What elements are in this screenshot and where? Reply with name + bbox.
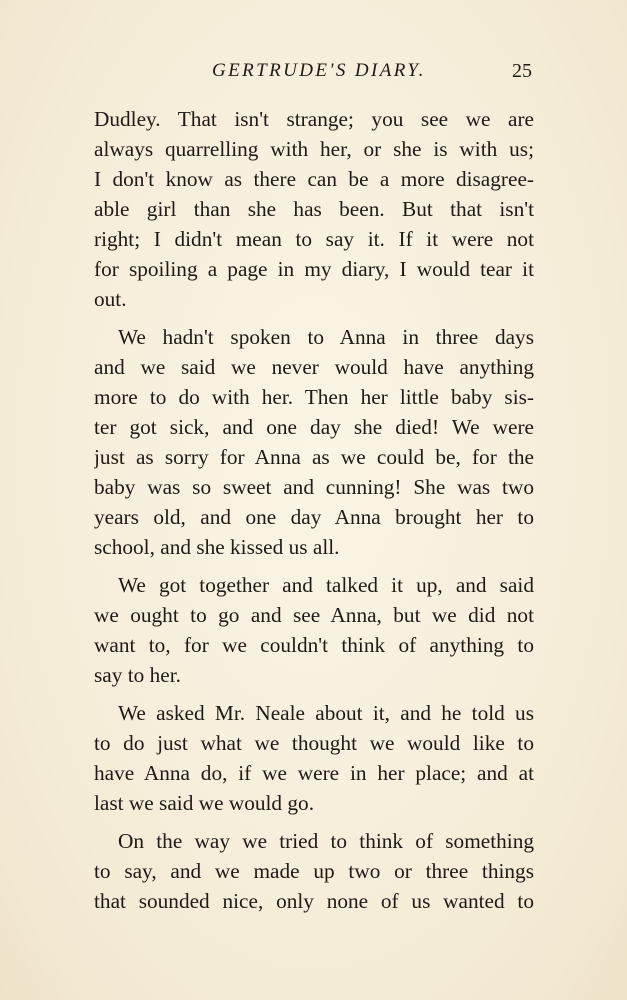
text-line: ter got sick, and one day she died! We were [94, 415, 534, 439]
text-line: out. [94, 287, 127, 311]
text-line: school, and she kissed us all. [94, 535, 340, 559]
running-head [0, 60, 627, 86]
text-line: On the way we tried to think of something [118, 829, 534, 853]
text-line: to say, and we made up two or three things [94, 859, 534, 883]
text-line: We hadn't spoken to Anna in three days [118, 325, 534, 349]
text-line: to do just what we thought we would like to [94, 731, 534, 755]
text-line: Dudley. That isn't strange; you see we are [94, 107, 534, 131]
text-line: right; I didn't mean to say it. If it were not [94, 227, 534, 251]
text-line: and we said we never would have anything [94, 355, 534, 379]
running-head-title: GERTRUDE'S DIARY. [212, 60, 426, 81]
text-line: say to her. [94, 663, 181, 687]
text-line: able girl than she has been. But that isn't [94, 197, 534, 221]
text-line: We got together and talked it up, and said [118, 573, 534, 597]
text-line: We asked Mr. Neale about it, and he told us [118, 701, 534, 725]
text-line: for spoiling a page in my diary, I would tear it [94, 257, 534, 281]
page-number: 25 [512, 60, 532, 82]
text-line: just as sorry for Anna as we could be, for the [94, 445, 534, 469]
text-line: last we said we would go. [94, 791, 315, 815]
text-line: always quarrelling with her, or she is with us; [94, 137, 534, 161]
text-line: more to do with her. Then her little baby sis- [94, 385, 534, 409]
text-line: have Anna do, if we were in her place; and at [94, 761, 534, 785]
text-line: want to, for we couldn't think of anything to [94, 633, 534, 657]
text-line: baby was so sweet and cunning! She was two [94, 475, 534, 499]
body-text [94, 104, 534, 916]
text-line: I don't know as there can be a more disagree- [94, 167, 534, 191]
text-line: that sounded nice, only none of us wanted to [94, 889, 534, 913]
text-line: we ought to go and see Anna, but we did not [94, 603, 534, 627]
text-line: years old, and one day Anna brought her to [94, 505, 534, 529]
